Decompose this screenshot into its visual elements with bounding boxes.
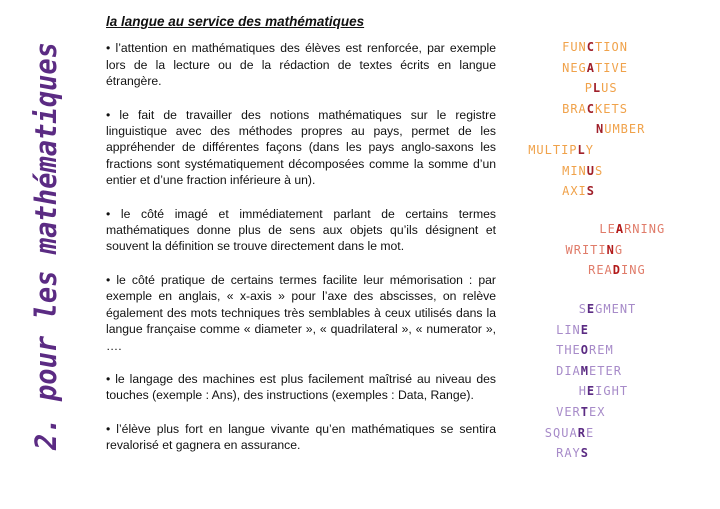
acrostic-word (556, 319, 589, 339)
word-prefix: neg (562, 56, 587, 77)
word-suffix: tion (595, 36, 628, 56)
word-prefix: bra (562, 97, 587, 118)
acrostic-highlight-letter: o (580, 339, 590, 360)
word-suffix: rning (624, 218, 666, 238)
word-prefix: le (599, 218, 616, 238)
acrostic-word (596, 118, 645, 138)
word-suffix: s (595, 159, 604, 180)
word-prefix: writi (565, 238, 607, 259)
word-prefix: ver (556, 401, 581, 421)
acrostic-highlight-letter: e (580, 318, 590, 339)
word-prefix: dia (556, 359, 581, 380)
acrostic-highlight-letter: c (586, 97, 596, 118)
acrostic-word (579, 380, 628, 400)
word-prefix: lin (556, 318, 581, 339)
word-suffix: kets (595, 97, 628, 118)
word-suffix: gment (595, 298, 637, 318)
acrostic-word (556, 401, 605, 421)
acrostic-highlight-letter: l (592, 77, 602, 98)
acrostic-word (545, 422, 594, 442)
acrostic-word (556, 360, 622, 380)
paragraph-3: • le côté imagé et immédiatement parlant de certains termes mathématiques donne plus de sens aux objets qu’ils désignent et souvent la définition se trouve directement dans le mot. (106, 206, 496, 254)
acrostic-word (562, 57, 628, 77)
acrostic-highlight-letter: n (606, 238, 615, 259)
acrostic-word (562, 36, 628, 56)
acrostic-highlight-letter: s (586, 180, 596, 201)
word-prefix: multip (528, 139, 578, 159)
acrostic-word (585, 77, 618, 97)
acrostic-word (579, 298, 637, 318)
word-suffix: rem (589, 339, 614, 360)
word-prefix: fun (562, 36, 587, 56)
acrostic-word (562, 160, 603, 180)
acrostic-highlight-letter: u (586, 159, 596, 180)
word-suffix: tive (595, 56, 628, 77)
acrostic-highlight-letter: r (577, 421, 586, 442)
paragraph-2: • le fait de travailler des notions mathématiques sur le registre linguistique avec des méthodes propres au pays, permet de les appréhender de différentes façons (dans les pays anglo-saxons les fractions sont systématiquement décomposées comme la somme d’un entier et d’une fraction inférieure à un). (106, 107, 496, 188)
word-prefix: axi (562, 180, 587, 201)
acrostic-word-column (500, 30, 715, 500)
acrostic-highlight-letter: c (586, 36, 596, 56)
word-suffix: y (585, 139, 595, 159)
acrostic-highlight-letter: e (586, 298, 596, 318)
paragraph-6: • l’élève plus fort en langue vivante qu’en mathématiques se sentira revalorisé et gagnera en assurance. (106, 421, 496, 453)
paragraph-4: • le côté pratique de certains termes facilite leur mémorisation : par exemple en anglais, « x-axis » pour l’axe des abscisses, on relève également des mots techniques très semblables à ceux utilisés dans la langue française comme « diameter », « quadrilateral », « numerator », …. (106, 272, 496, 353)
acrostic-word (566, 239, 624, 259)
word-suffix: e (585, 421, 595, 442)
acrostic-word (528, 139, 594, 159)
acrostic-word (588, 259, 646, 279)
word-suffix: eter (589, 359, 622, 380)
section-heading: la langue au service des mathématiques (106, 14, 365, 29)
acrostic-highlight-letter: a (586, 56, 596, 77)
word-prefix: h (578, 380, 587, 401)
acrostic-word (562, 98, 628, 118)
acrostic-highlight-letter: n (596, 118, 605, 139)
word-prefix: p (584, 77, 593, 98)
word-prefix: ray (556, 442, 581, 463)
word-prefix: rea (588, 259, 613, 280)
acrostic-highlight-letter: m (580, 359, 590, 380)
paragraph-5: • le langage des machines est plus facilement maîtrisé au niveau des touches (exemple : Ans), des instructions (exemples : Data, Range). (106, 371, 496, 403)
acrostic-highlight-letter: d (612, 259, 622, 280)
acrostic-word (562, 180, 595, 200)
word-suffix: ing (621, 259, 646, 280)
acrostic-word (556, 442, 589, 462)
main-content (106, 14, 496, 471)
word-suffix: umber (604, 118, 646, 139)
side-title (12, 40, 72, 460)
acrostic-highlight-letter: t (580, 401, 590, 421)
acrostic-highlight-letter: e (586, 380, 596, 401)
word-suffix: us (601, 77, 618, 98)
word-prefix: s (578, 298, 587, 318)
side-title-text: 2. pour les mathématiques (29, 40, 63, 450)
word-suffix: ight (595, 380, 629, 401)
word-prefix: squa (544, 421, 578, 442)
word-suffix: ex (589, 401, 606, 421)
acrostic-word (599, 218, 665, 238)
word-prefix: min (562, 159, 587, 180)
paragraph-1: • l’attention en mathématiques des élèves est renforcée, par exemple lors de la lecture ou de la rédaction de textes écrits en langue étrangère. (106, 41, 496, 89)
acrostic-word (556, 339, 614, 359)
acrostic-highlight-letter: a (615, 218, 625, 238)
acrostic-highlight-letter: l (577, 139, 586, 159)
acrostic-highlight-letter: s (580, 442, 590, 463)
word-prefix: the (556, 339, 581, 360)
word-suffix: g (614, 238, 624, 259)
